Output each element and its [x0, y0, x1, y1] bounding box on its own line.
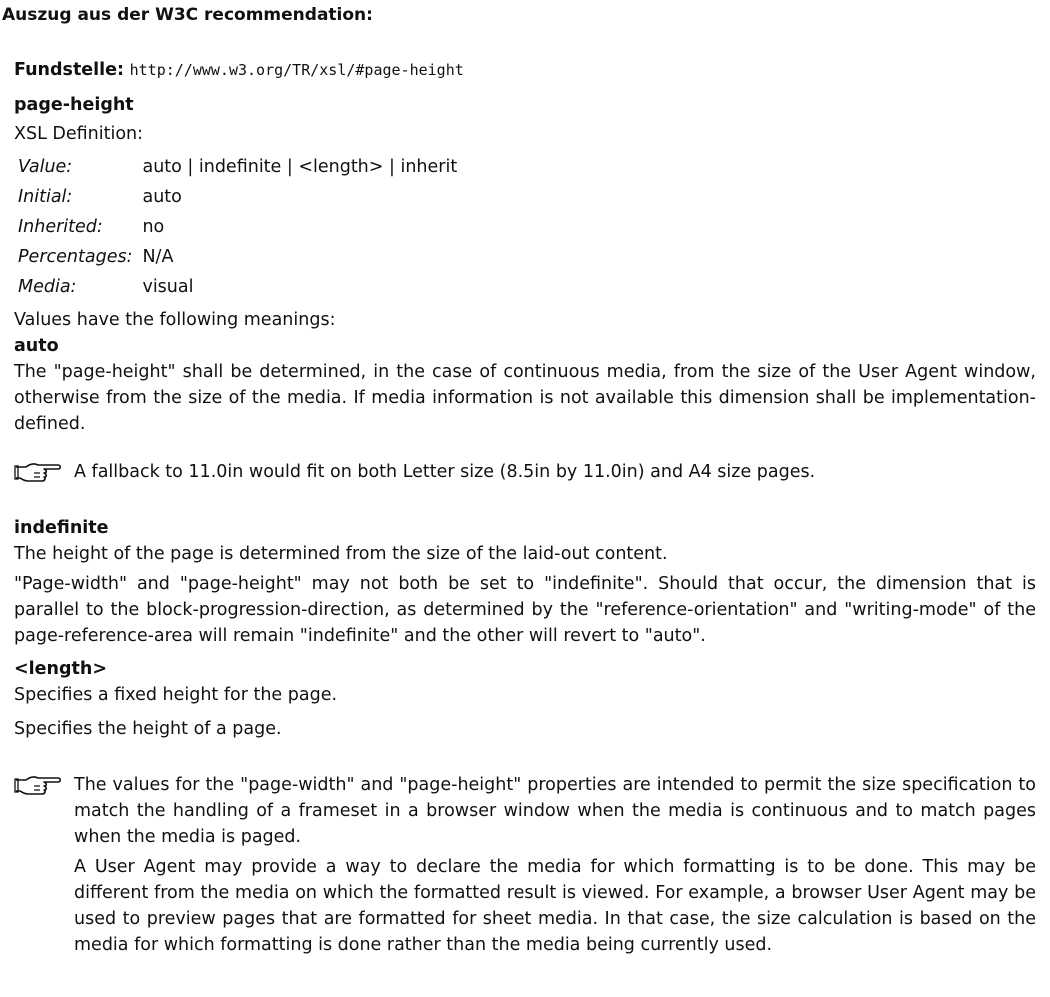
definition-row: [14, 214, 465, 244]
content-area: [14, 57, 1036, 962]
definition-row: [14, 274, 465, 304]
meanings-intro: Values have the following meanings:: [14, 310, 336, 330]
definition-value: auto: [142, 187, 182, 207]
definition-key: Media:: [18, 277, 77, 297]
length-description-2: Specifies the height of a page.: [14, 719, 282, 739]
page-heading: Auszug aus der W3C recommendation:: [2, 5, 373, 25]
pointing-hand-icon: [14, 772, 74, 798]
note-auto: [14, 459, 1036, 489]
source-label: Fundstelle:: [14, 60, 125, 80]
definition-key: Percentages:: [18, 247, 133, 267]
definition-value: visual: [142, 277, 194, 297]
definition-row: [14, 184, 465, 214]
pointing-hand-icon: [14, 459, 74, 485]
property-name: page-height: [14, 95, 134, 115]
note-final: [14, 772, 1036, 962]
definition-value: N/A: [142, 247, 174, 267]
note-final-text-1: The values for the "page-width" and "page-height" properties are intended to permit the size specification to match the handling of a frameset in a browser window when the media is continuous and to match pages when the media is paged.: [74, 775, 1036, 847]
definition-row: [14, 154, 465, 184]
indefinite-constraint: "Page-width" and "page-height" may not both be set to "indefinite". Should that occur, the dimension that is parallel to the block-progression-direction, as determined by the "reference-orientation" and "writing-mode" of the page-reference-area will remain "indefinite" and the other will revert to "auto".: [14, 574, 1036, 646]
definition-key: Value:: [18, 157, 73, 177]
source-url: http://www.w3.org/TR/xsl/#page-height: [129, 61, 464, 79]
note-auto-text: A fallback to 11.0in would fit on both Letter size (8.5in by 11.0in) and A4 size pages.: [74, 462, 816, 482]
definition-key: Inherited:: [18, 217, 103, 237]
length-description: Specifies a fixed height for the page.: [14, 685, 338, 705]
source-reference: [14, 57, 1036, 83]
indefinite-description: The height of the page is determined from the size of the laid-out content.: [14, 544, 668, 564]
definition-value: auto | indefinite | <length> | inherit: [142, 157, 458, 177]
term-auto: auto: [14, 336, 59, 356]
definition-table: [14, 154, 465, 304]
definition-title: XSL Definition:: [14, 124, 144, 144]
note-final-text-2: A User Agent may provide a way to declare the media for which formatting is to be done. This may be different from the media on which the formatted result is viewed. For example, a browser User Agent may be used to preview pages that are formatted for sheet media. In that case, the size calculation is based on the media for which formatting is done rather than the media being currently used.: [74, 857, 1036, 955]
definition-value: no: [142, 217, 165, 237]
term-length: <length>: [14, 659, 108, 679]
definition-row: [14, 244, 465, 274]
term-indefinite: indefinite: [14, 518, 109, 538]
definition-key: Initial:: [18, 187, 73, 207]
auto-description: The "page-height" shall be determined, in the case of continuous media, from the size of the User Agent window, otherwise from the size of the media. If media information is not available this dimension shall be implementation-defined.: [14, 362, 1036, 434]
